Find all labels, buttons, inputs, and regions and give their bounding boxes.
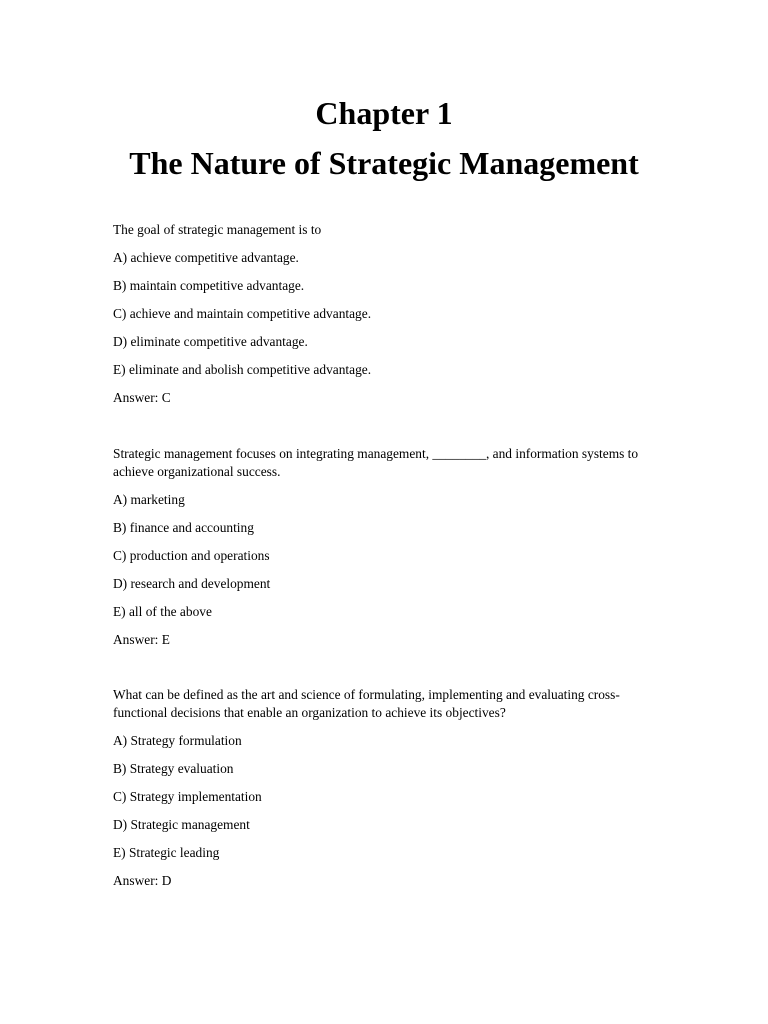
answer-option-c: C) production and operations <box>113 548 270 563</box>
chapter-label: Chapter 1 <box>315 95 453 131</box>
answer-option-c: C) Strategy implementation <box>113 789 262 804</box>
answer-option-e: E) eliminate and abolish competitive advantage. <box>113 362 372 377</box>
answer-key: Answer: E <box>113 632 170 647</box>
answer-key: Answer: D <box>113 873 172 888</box>
answer-option-b: B) finance and accounting <box>113 520 254 535</box>
answer-option-d: D) Strategic management <box>113 817 250 832</box>
question-stem: What can be defined as the art and science of formulating, implementing and evaluating cross-functional decisions that enable an organization to achieve its objectives? <box>113 687 620 720</box>
answer-option-a: A) achieve competitive advantage. <box>113 250 299 265</box>
chapter-title: The Nature of Strategic Management <box>129 145 639 181</box>
answer-option-d: D) research and development <box>113 576 271 591</box>
answer-option-a: A) Strategy formulation <box>113 733 242 748</box>
answer-option-a: A) marketing <box>113 492 185 507</box>
answer-option-b: B) Strategy evaluation <box>113 761 234 776</box>
answer-key: Answer: C <box>113 390 171 405</box>
question-block <box>113 686 673 900</box>
answer-option-e: E) Strategic leading <box>113 845 220 860</box>
question-block <box>113 445 673 659</box>
question-block <box>113 221 673 417</box>
answer-option-e: E) all of the above <box>113 604 212 619</box>
question-stem: The goal of strategic management is to <box>113 222 322 237</box>
answer-option-c: C) achieve and maintain competitive advantage. <box>113 306 372 321</box>
question-stem: Strategic management focuses on integrating management, ________, and information systems to achieve organizational success. <box>113 446 639 479</box>
answer-option-b: B) maintain competitive advantage. <box>113 278 305 293</box>
answer-option-d: D) eliminate competitive advantage. <box>113 334 308 349</box>
